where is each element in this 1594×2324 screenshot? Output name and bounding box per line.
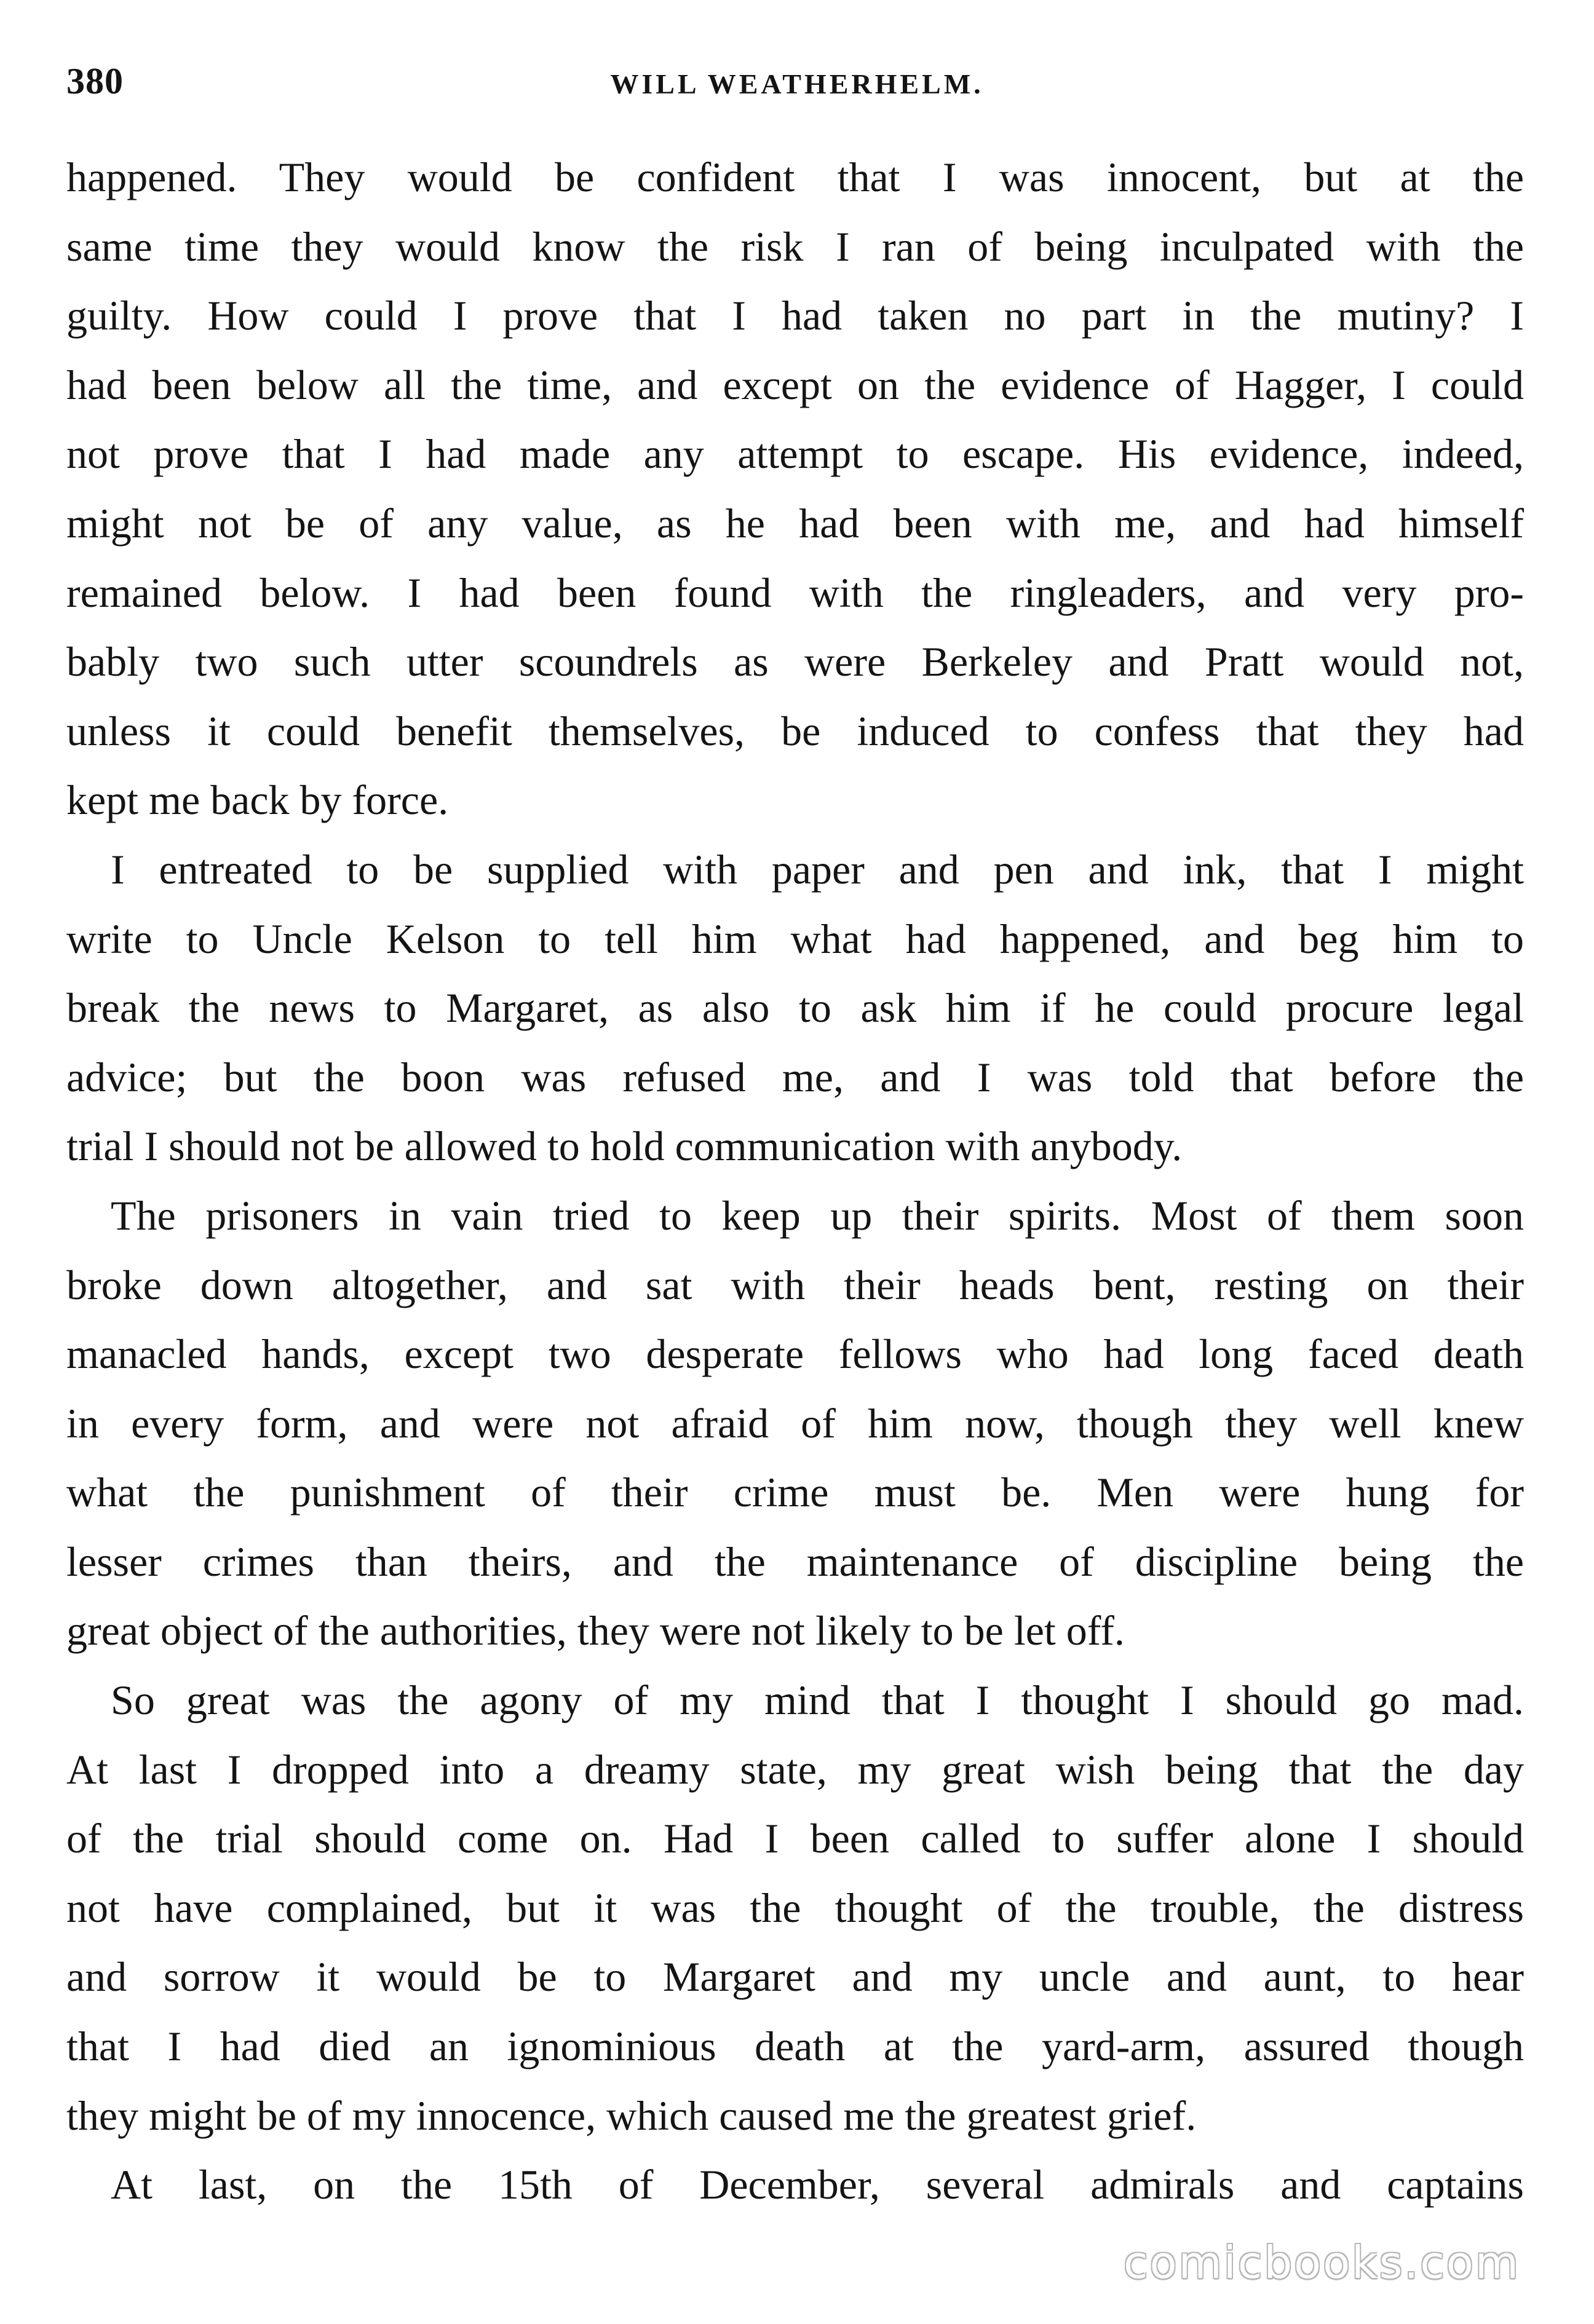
text-line: trial I should not be allowed to hold communication with anybody.: [66, 1123, 1183, 1170]
body-text: [66, 143, 1524, 2219]
text-line: The prisoners in vain tried to keep up their spirits. Most of them soon: [111, 1192, 1524, 1239]
text-line: break the news to Margaret, as also to ask him if he could procure legal: [66, 984, 1524, 1032]
text-line: advice; but the boon was refused me, and I was told that before the: [66, 1053, 1524, 1101]
paragraph: [66, 143, 1524, 835]
paragraph: [66, 2150, 1524, 2219]
text-line: At last, on the 15th of December, several admirals and captains: [111, 2161, 1524, 2208]
text-line: of the trial should come on. Had I been called to suffer alone I should: [66, 1815, 1524, 1862]
paragraph: [66, 835, 1524, 1181]
text-line: not prove that I had made any attempt to escape. His evidence, indeed,: [66, 430, 1524, 478]
text-line: write to Uncle Kelson to tell him what had happened, and beg him to: [66, 915, 1524, 962]
text-line: lesser crimes than theirs, and the maintenance of discipline being the: [66, 1538, 1524, 1585]
text-line: guilty. How could I prove that I had taken no part in the mutiny? I: [66, 292, 1524, 339]
text-line: same time they would know the risk I ran of being inculpated with the: [66, 223, 1524, 270]
text-line: At last I dropped into a dreamy state, my great wish being that the day: [66, 1745, 1524, 1793]
running-head: WILL WEATHERHELM.: [610, 68, 984, 100]
text-line: bably two such utter scoundrels as were Berkeley and Pratt would not,: [66, 638, 1524, 686]
text-line: unless it could benefit themselves, be induced to confess that they had: [66, 707, 1524, 754]
text-line: not have complained, but it was the thought of the trouble, the distress: [66, 1884, 1524, 1931]
text-line: I entreated to be supplied with paper and pen and ink, that I might: [111, 845, 1524, 893]
text-line: great object of the authorities, they were not likely to be let off.: [66, 1607, 1125, 1654]
text-line: that I had died an ignominious death at the yard-arm, assured though: [66, 2023, 1524, 2070]
text-line: and sorrow it would be to Margaret and my uncle and aunt, to hear: [66, 1953, 1524, 2001]
paragraph: [66, 1666, 1524, 2150]
text-line: they might be of my innocence, which caused me the greatest grief.: [66, 2092, 1197, 2139]
text-line: what the punishment of their crime must be. Men were hung for: [66, 1469, 1524, 1516]
text-line: had been below all the time, and except on the evidence of Hagger, I could: [66, 361, 1524, 408]
text-line: in every form, and were not afraid of him now, though they well knew: [66, 1399, 1524, 1447]
text-line: broke down altogether, and sat with their heads bent, resting on their: [66, 1261, 1524, 1308]
text-line: kept me back by force.: [66, 777, 449, 824]
text-line: remained below. I had been found with the ringleaders, and very pro-: [66, 569, 1524, 616]
page-number: 380: [66, 61, 124, 101]
text-line: manacled hands, except two desperate fellows who had long faced death: [66, 1330, 1524, 1378]
watermark-logo: comicbooks.com: [1123, 2237, 1520, 2288]
text-line: might not be of any value, as he had been with me, and had himself: [66, 499, 1524, 547]
text-line: happened. They would be confident that I was innocent, but at the: [66, 154, 1524, 200]
text-line: So great was the agony of my mind that I thought I should go mad.: [111, 1677, 1524, 1724]
paragraph: [66, 1181, 1524, 1666]
